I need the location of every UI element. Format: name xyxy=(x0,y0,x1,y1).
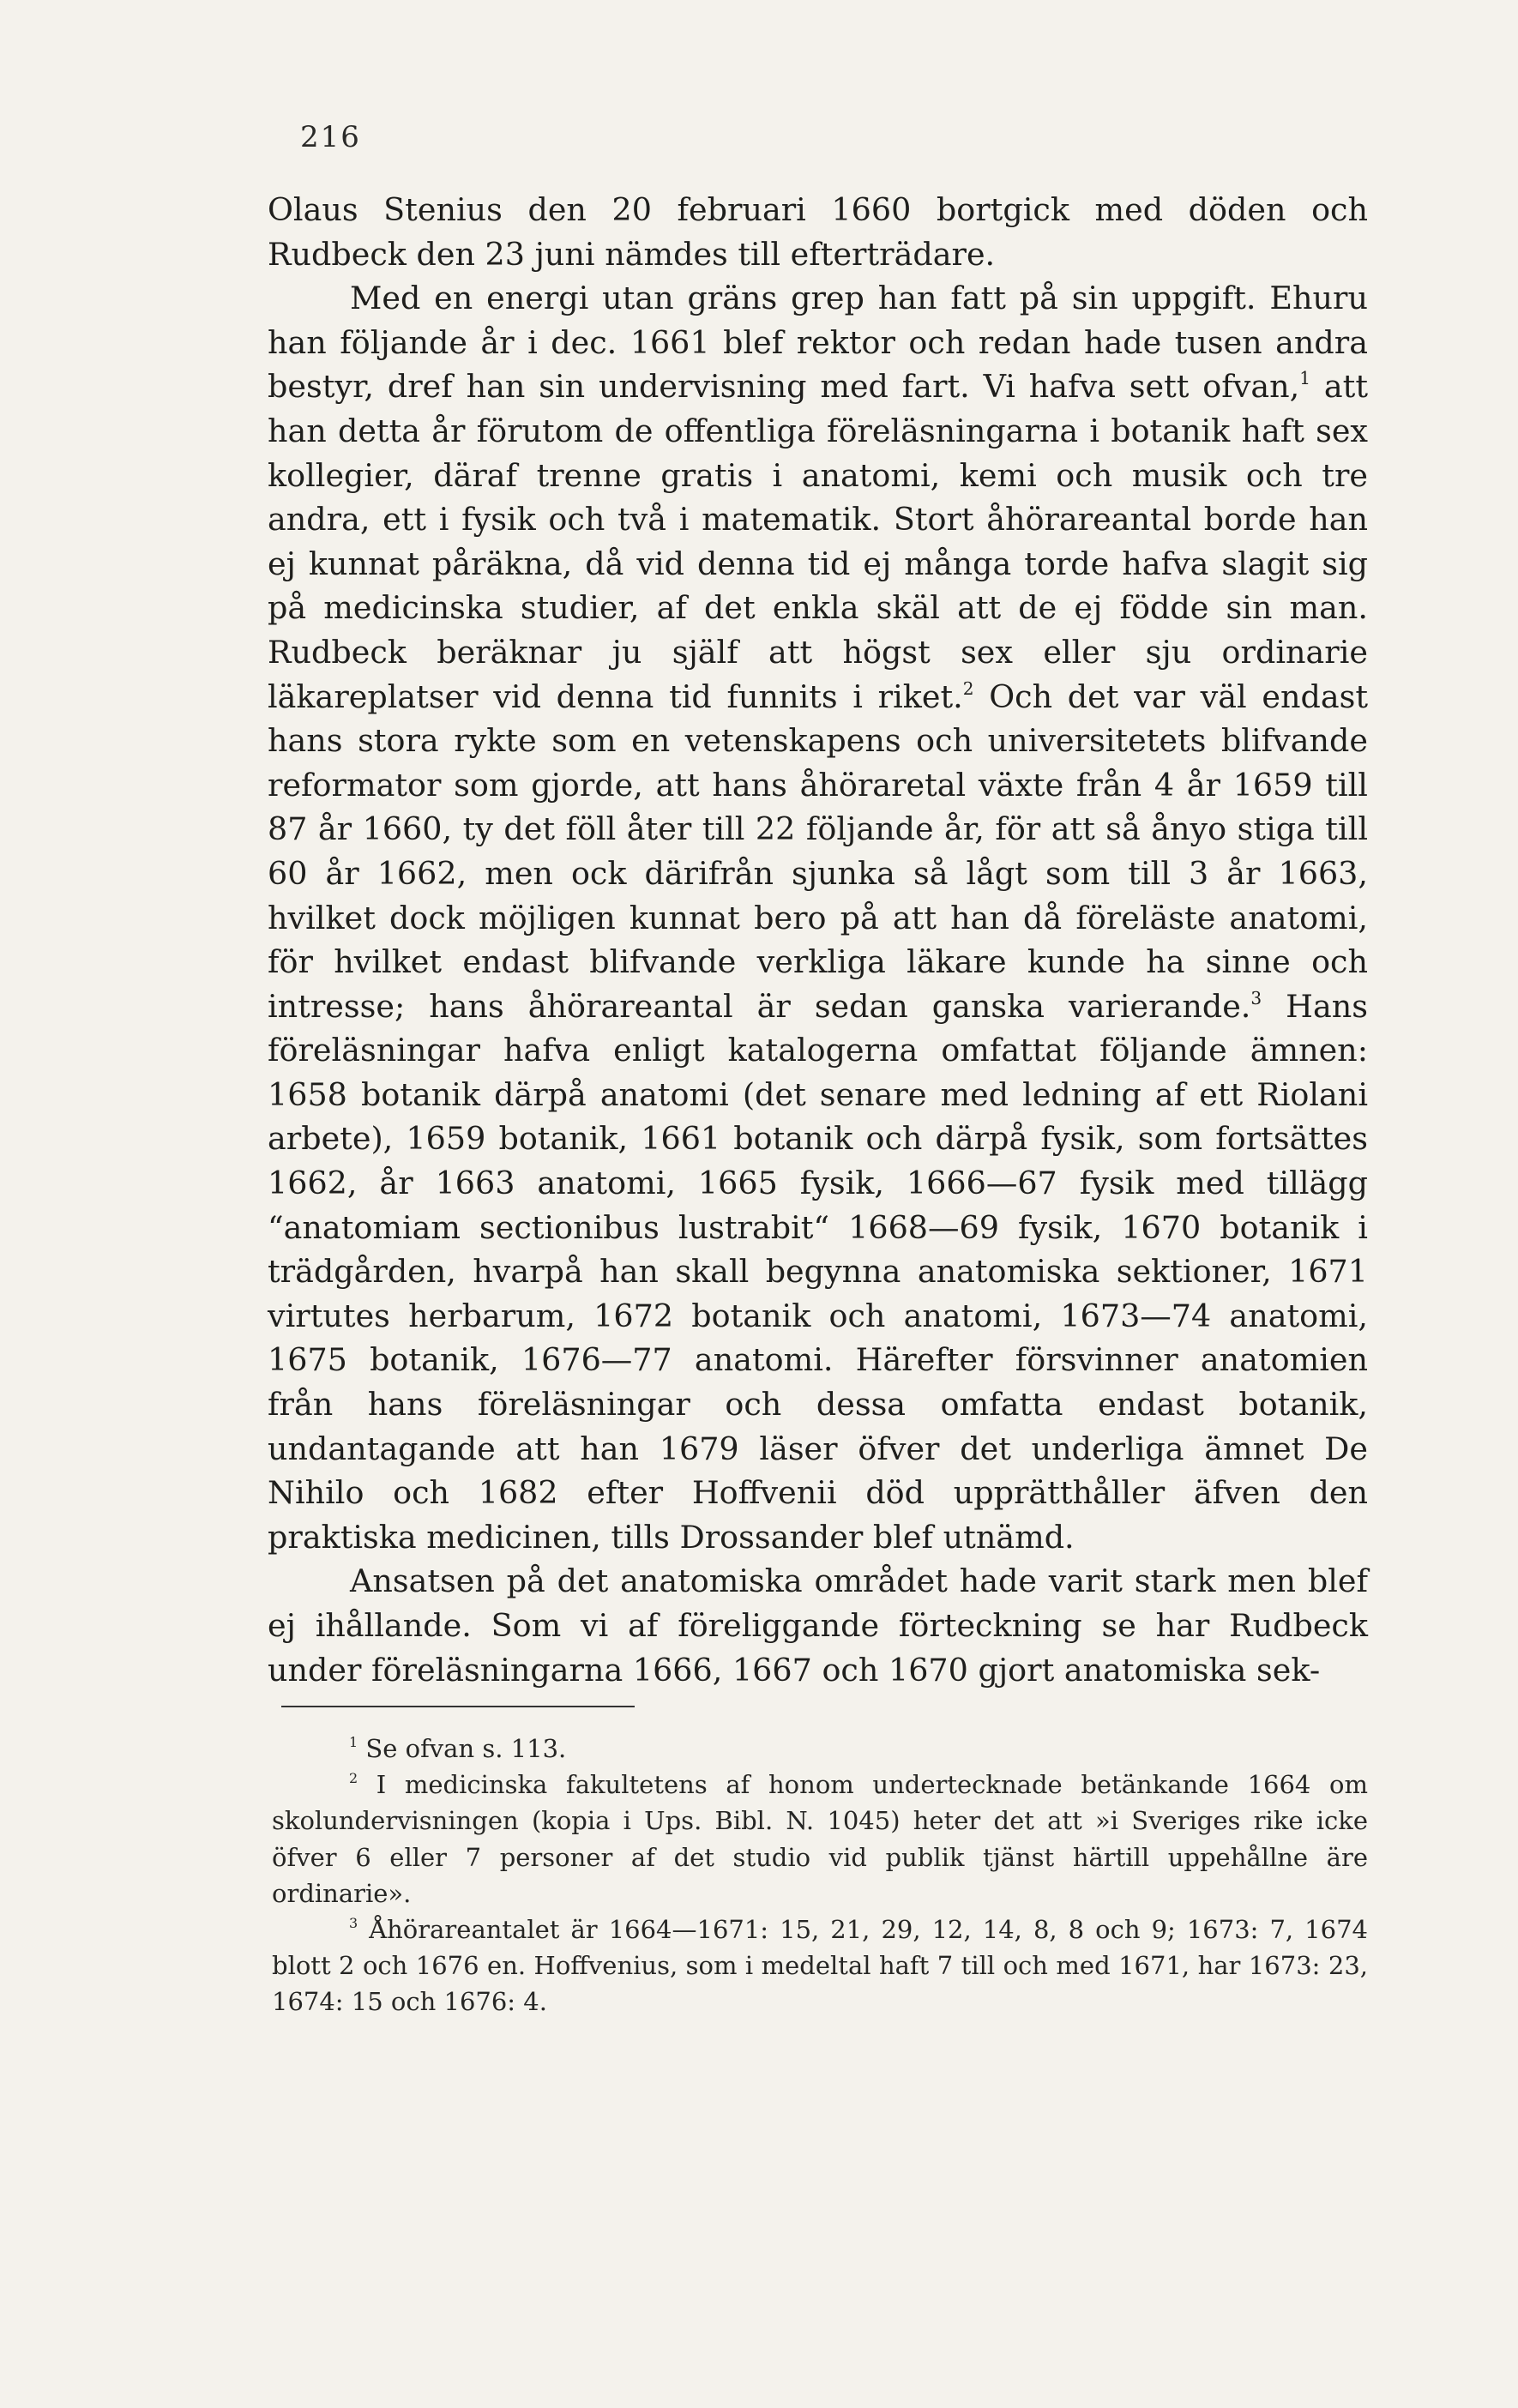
paragraph-text: Ansatsen på det anatomiska området hade varit stark men blef ej ihållande. Som vi af föreliggande förteckning se har Rudbeck under föreläsningarna 1666, 1667 och 1670 gjort anatomiska sek- xyxy=(268,1562,1368,1689)
body-text xyxy=(268,188,1368,1692)
footnote-text: Åhörareantalet är 1664—1671: 15, 21, 29, 12, 14, 8, 8 och 9; 1673: 7, 1674 blott 2 och 1676 en. Hoffvenius, som i medeltal haft 7 till och med 1671, har 1673: 23, 1674: 15 och 1676: 4. xyxy=(272,1915,1368,2017)
footnote xyxy=(272,1731,1368,1767)
footnote-text: Se ofvan s. 113. xyxy=(358,1734,567,1763)
page-number: 216 xyxy=(300,120,361,154)
footnote-mark: 1 xyxy=(349,1734,358,1751)
footnote xyxy=(272,1767,1368,1911)
paragraph xyxy=(268,188,1368,276)
footnote-text: I medicinska fakultetens af honom undertecknade betänkande 1664 om skolundervisningen (kopia i Ups. Bibl. N. 1045) heter det att »i Sveriges rike icke öfver 6 eller 7 personer af det studio vid publik tjänst härtill uppehållne äre ordinarie». xyxy=(272,1770,1368,1908)
footnote-mark: 3 xyxy=(349,1915,358,1932)
paragraph-text: Olaus Stenius den 20 februari 1660 bortgick med döden och Rudbeck den 23 juni nämdes till efterträdare. xyxy=(268,191,1368,273)
footnote-mark: 1 xyxy=(1299,368,1311,389)
footnote xyxy=(272,1911,1368,2020)
footnotes xyxy=(272,1731,1368,2020)
footnote-mark: 2 xyxy=(349,1770,358,1787)
footnote-mark: 2 xyxy=(962,677,974,699)
paragraph xyxy=(268,276,1368,1559)
footnote-mark: 3 xyxy=(1250,987,1262,1008)
paragraph-text: Hans föreläsningar hafva enligt katalogerna omfattat följande ämnen: 1658 botanik därpå anatomi (det senare med ledning af ett Riolani arbete), 1659 botanik, 1661 botanik och därpå fysik, som fortsättes 1662, år 1663 anatomi, 1665 fysik, 1666—67 fysik med tillägg “anatomiam sectionibus lustrabit“ 1668—69 fysik, 1670 botanik i trädgården, hvarpå han skall begynna anatomiska sektioner, 1671 virtutes herbarum, 1672 botanik och anatomi, 1673—74 anatomi, 1675 botanik, 1676—77 anatomi. Härefter försvinner anatomien från hans föreläsningar och dessa omfatta endast botanik, undantagande att han 1679 läser öfver det underliga ämnet De Nihilo och 1682 efter Hoffvenii död upprätthåller äfven den praktiska medicinen, tills Drossander blef utnämd. xyxy=(268,987,1368,1556)
paragraph-text: Och det var väl endast hans stora rykte som en vetenskapens och universitetets blifvande reformator som gjorde, att hans åhöraretal växte från 4 år 1659 till 87 år 1660, ty det föll åter till 22 följande år, för att så ånyo stiga till 60 år 1662, men ock därifrån sjunka så lågt som till 3 år 1663, hvilket dock möjligen kunnat bero på att han då föreläste anatomi, för hvilket endast blifvande verkliga läkare kunde ha sinne och intresse; hans åhörareantal är sedan ganska varierande. xyxy=(268,677,1368,1025)
footnote-separator xyxy=(281,1706,635,1707)
paragraph-text: Med en energi utan gräns grep han fatt på sin uppgift. Ehuru han följande år i dec. 1661 blef rektor och redan hade tusen andra bestyr, dref han sin undervisning med fart. Vi hafva sett ofvan, xyxy=(268,280,1368,406)
paragraph xyxy=(268,1559,1368,1692)
paragraph-text: att han detta år förutom de offentliga föreläsningarna i botanik haft sex kollegier, däraf trenne gratis i anatomi, kemi och musik och tre andra, ett i fysik och två i matematik. Stort åhörareantal borde han ej kunnat påräkna, då vid denna tid ej många torde hafva slagit sig på medicinska studier, af det enkla skäl att de ej födde sin man. Rudbeck beräknar ju själf att högst sex eller sju ordinarie läkareplatser vid denna tid funnits i riket. xyxy=(268,368,1368,715)
